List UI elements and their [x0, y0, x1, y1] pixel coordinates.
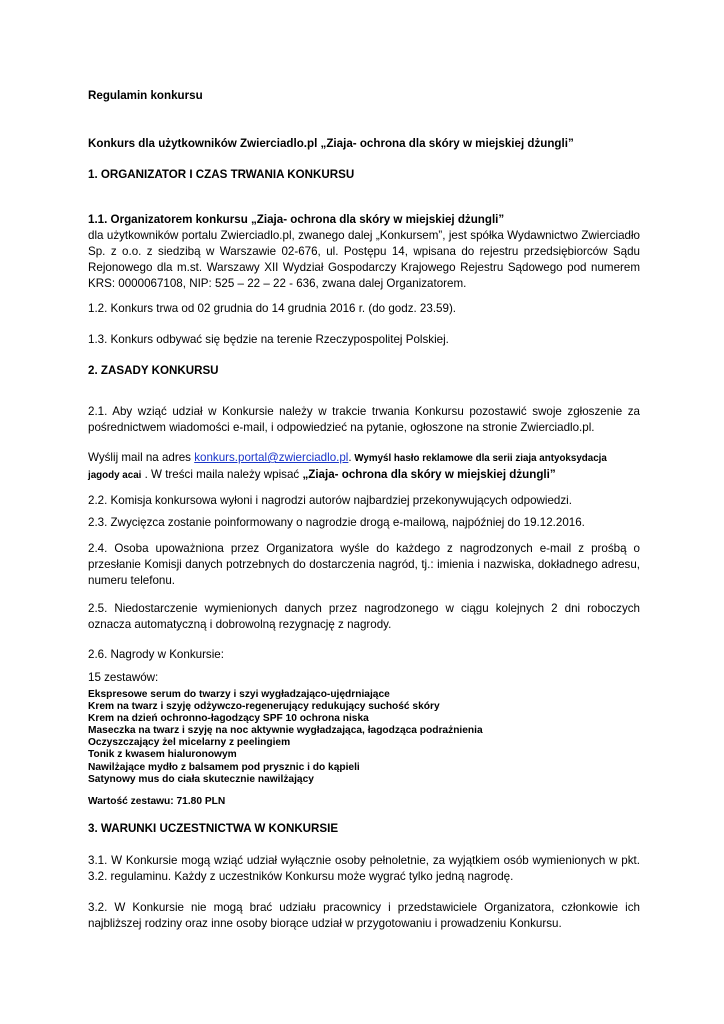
prize-item: Krem na dzień ochronno-łagodzący SPF 10 ochrona niska — [88, 713, 369, 725]
prize-item: Tonik z kwasem hialuronowym — [88, 749, 237, 761]
email-instructions — [88, 450, 640, 484]
paragraph-2-2: 2.2. Komisja konkursowa wyłoni i nagrodzi autorów najbardziej przekonywujących odpowiedzi. — [88, 494, 572, 507]
slogan-task: Wymyśl hasło reklamowe dla serii ziaja antyoksydacja jagody acai — [88, 453, 607, 481]
prize-set-value: Wartość zestawu: 71.80 PLN — [88, 796, 226, 807]
prize-item: Krem na twarz i szyję odżywczo-regenerujący redukujący suchość skóry — [88, 701, 440, 713]
document-title: Regulamin konkursu — [88, 89, 203, 102]
paragraph-2-6: 2.6. Nagrody w Konkursie: — [88, 648, 224, 661]
paragraph-2-3: 2.3. Zwycięzca zostanie poinformowany o nagrodzie drogą e-mailową, najpóźniej do 19.12.2016. — [88, 516, 585, 529]
paragraph-1-3: 1.3. Konkurs odbywać się będzie na terenie Rzeczypospolitej Polskiej. — [88, 333, 449, 346]
email-subject-text: „Ziaja- ochrona dla skóry w miejskiej dżungli” — [302, 468, 556, 481]
email-instructions-dot: . — [348, 451, 352, 464]
prize-item: Satynowy mus do ciała skutecznie nawilżający — [88, 773, 314, 785]
prize-item: Ekspresowe serum do twarzy i szyi wygładzająco-ujędrniające — [88, 689, 390, 700]
paragraph-2-5: 2.5. Niedostarczenie wymienionych danych przez nagrodzonego w ciągu kolejnych 2 dni roboczych oznacza automatyczną i dobrowolną rezygnację z nagrody. — [88, 602, 640, 631]
prize-item: Nawilżające mydło z balsamem pod prysznic i do kąpieli — [88, 761, 360, 773]
contest-subtitle: Konkurs dla użytkowników Zwierciadlo.pl „Ziaja- ochrona dla skóry w miejskiej dżungli” — [88, 137, 574, 150]
paragraph-2-4: 2.4. Osoba upoważniona przez Organizatora wyśle do każdego z nagrodzonych e-mail z prośbą o przesłanie Komisji danych potrzebnych do dostarczenia nagród, tj.: imienia i nazwiska, dokładnego adresu, numeru telefonu. — [88, 542, 640, 587]
paragraph-1-1-heading: 1.1. Organizatorem konkursu „Ziaja- ochrona dla skóry w miejskiej dżungli” — [88, 213, 505, 226]
prize-item: Maseczka na twarz i szyję na noc aktywnie wygładzająca, łagodząca podrażnienia — [88, 725, 483, 737]
prize-sets-label: 15 zestawów: — [88, 671, 159, 684]
section-1-heading: 1. ORGANIZATOR I CZAS TRWANIA KONKURSU — [88, 168, 355, 181]
section-2-heading: 2. ZASADY KONKURSU — [88, 364, 219, 377]
paragraph-2-1: 2.1. Aby wziąć udział w Konkursie należy w trakcie trwania Konkursu pozostawić swoje zgłoszenie za pośrednictwem wiadomości e-mail, i odpowiedzieć na pytanie, ogłoszone na stronie Zwierciadlo.pl. — [88, 405, 640, 434]
paragraph-3-1: 3.1. W Konkursie mogą wziąć udział wyłącznie osoby pełnoletnie, za wyjątkiem osób wymienionych w pkt. 3.2. regulaminu. Każdy z uczestników Konkursu może wygrać tylko jedną nagrodę. — [88, 854, 640, 883]
paragraph-1-1: dla użytkowników portalu Zwierciadlo.pl, zwanego dalej „Konkursem”, jest spółka Wydawnictwo Zwierciadło Sp. z o.o. z siedzibą w Warszawie 02-676, ul. Postępu 14, wpisana do rejestru przedsiębiorców Sądu Rejonowego dla m.st. Warszawy XII Wydział Gospodarczy Krajowego Rejestru Sądowego pod numerem KRS: 0000067108, NIP: 525 – 22 – 22 - 636, zwana dalej Organizatorem. — [88, 229, 640, 290]
email-instructions-mid: . W treści maila należy wpisać — [141, 468, 303, 481]
paragraph-1-2: 1.2. Konkurs trwa od 02 grudnia do 14 grudnia 2016 r. (do godz. 23.59). — [88, 302, 457, 315]
paragraph-3-2: 3.2. W Konkursie nie mogą brać udziału pracownicy i przedstawiciele Organizatora, członkowie ich najbliższej rodziny oraz inne osoby biorące udział w przygotowaniu i prowadzeniu Konkursu. — [88, 901, 640, 930]
section-3-heading: 3. WARUNKI UCZESTNICTWA W KONKURSIE — [88, 822, 339, 835]
prize-list — [88, 689, 640, 786]
contest-email-link[interactable]: konkurs.portal@zwierciadlo.pl — [194, 451, 349, 464]
email-instructions-prefix: Wyślij mail na adres — [88, 451, 195, 464]
prize-item: Oczyszczający żel micelarny z peelingiem — [88, 737, 291, 749]
